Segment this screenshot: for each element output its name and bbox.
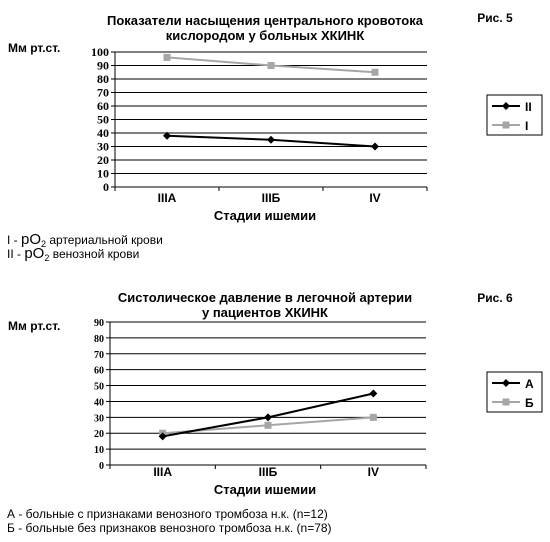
y-tick-label: 10 — [97, 166, 109, 181]
x-axis-label: Стадии ишемии — [213, 208, 317, 223]
data-point — [268, 62, 275, 69]
y-tick-label: 80 — [94, 333, 104, 345]
x-axis-label: Стадии ишемии — [213, 482, 317, 497]
caption-note: А - больные с признаками венозного тромбоза н.к. (n=12) — [7, 507, 328, 521]
y-tick-label: 80 — [97, 72, 109, 86]
y-axis-label: Мм рт.ст. — [8, 41, 61, 55]
y-tick-label: 70 — [97, 85, 109, 100]
x-tick-label: IIIA — [157, 191, 177, 205]
data-point — [267, 136, 275, 144]
legend-label: II — [525, 100, 532, 114]
figure-label: Рис. 5 — [477, 11, 513, 25]
y-tick-label: 60 — [94, 365, 104, 377]
y-tick-label: 90 — [94, 318, 104, 329]
y-tick-label: 70 — [94, 349, 104, 361]
y-tick-label: 40 — [97, 126, 109, 140]
data-point — [370, 414, 377, 421]
y-tick-label: 0 — [103, 180, 109, 194]
data-point — [265, 422, 272, 429]
legend-box — [487, 95, 542, 135]
x-tick-label: IIIБ — [258, 465, 278, 479]
legend-label: Б — [525, 396, 534, 410]
y-tick-label: 100 — [91, 45, 109, 59]
data-point — [164, 54, 171, 61]
x-tick-label: IIIA — [153, 465, 173, 479]
chart-title-line: Показатели насыщения центрального кровотока — [107, 13, 423, 28]
data-point — [371, 143, 379, 151]
chart-title-line: кислородом у больных ХКИНК — [165, 28, 365, 43]
data-point — [264, 413, 272, 421]
x-tick-label: IIIБ — [261, 191, 281, 205]
y-tick-label: 50 — [97, 112, 109, 127]
y-tick-label: 0 — [99, 461, 104, 472]
legend-label: I — [525, 119, 529, 133]
chart-title-line: у пациентов ХКИНК — [201, 305, 329, 320]
y-tick-label: 50 — [94, 381, 104, 393]
legend-marker — [503, 399, 510, 406]
y-tick-label: 90 — [97, 58, 109, 73]
figure-label: Рис. 6 — [477, 291, 513, 305]
data-point — [372, 69, 379, 76]
y-tick-label: 30 — [94, 413, 104, 425]
caption-note: II - $pO_2$ венозной крови — [7, 245, 140, 263]
y-tick-label: 20 — [94, 429, 104, 441]
x-tick-label: IV — [369, 191, 381, 205]
caption-note: Б - больные без признаков венозного тромбоза н.к. (n=78) — [7, 521, 332, 535]
chart-2 — [7, 290, 542, 535]
y-axis-label: Мм рт.ст. — [8, 319, 61, 333]
legend — [487, 372, 542, 412]
legend-label: А — [525, 377, 534, 391]
y-tick-label: 40 — [94, 397, 104, 409]
caption-note: I - $pO_2$ артериальной крови — [7, 231, 163, 249]
y-tick-label: 10 — [94, 445, 104, 457]
chart-title-line: Систолическое давление в легочной артерии — [117, 290, 413, 305]
y-tick-label: 30 — [97, 139, 109, 154]
chart-1 — [7, 11, 542, 263]
y-tick-label: 60 — [97, 99, 109, 113]
legend-box — [487, 372, 542, 412]
data-point — [369, 390, 377, 398]
x-tick-label: IV — [367, 465, 380, 479]
legend-marker — [503, 122, 510, 129]
y-tick-label: 20 — [97, 153, 109, 167]
legend — [487, 95, 542, 135]
